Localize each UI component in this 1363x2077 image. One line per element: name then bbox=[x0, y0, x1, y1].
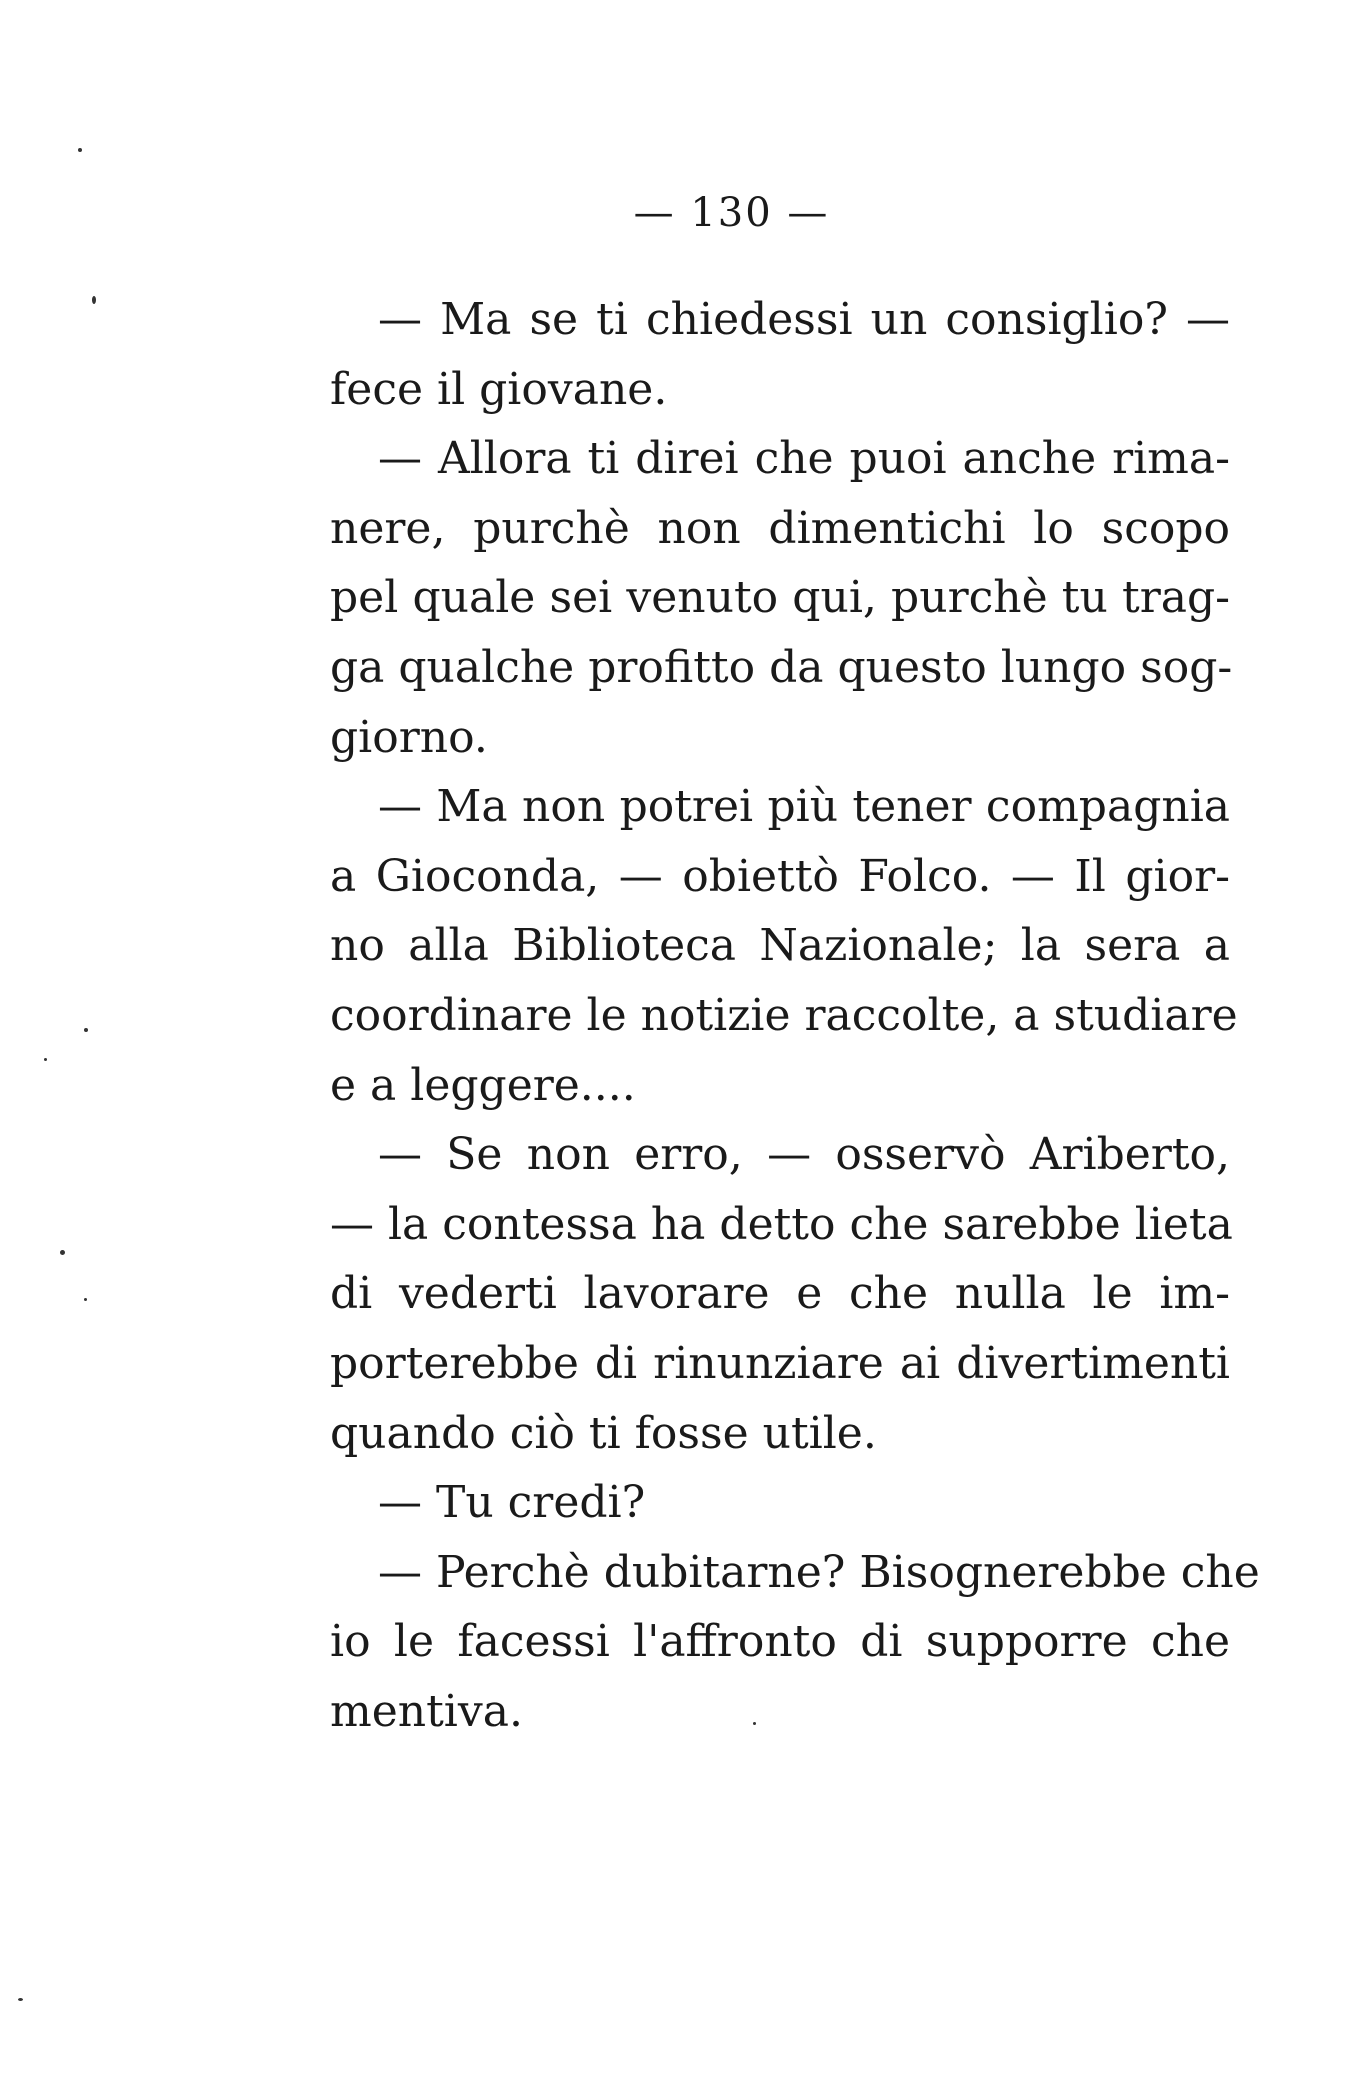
text-line: no alla Biblioteca Nazionale; la sera a bbox=[330, 920, 1230, 972]
text-line: pel quale sei venuto qui, purchè tu trag- bbox=[330, 572, 1230, 624]
text-line: — Se non erro, — osservò Ariberto, bbox=[378, 1129, 1230, 1181]
text-line: — Tu credi? bbox=[378, 1477, 646, 1529]
text-line: nere, purchè non dimentichi lo scopo bbox=[330, 502, 1230, 554]
text-line: a Gioconda, — obiettò Folco. — Il gior- bbox=[330, 850, 1230, 902]
text-line: io le facessi l'affronto di supporre che bbox=[330, 1616, 1230, 1668]
text-line: fece il giovane. bbox=[330, 363, 668, 415]
text-line: coordinare le notizie raccolte, a studiare bbox=[330, 989, 1238, 1041]
text-line: giorno. bbox=[330, 711, 488, 763]
scan-speck bbox=[78, 148, 82, 152]
scan-speck bbox=[84, 1298, 87, 1301]
text-line: — Ma non potrei più tener compagnia bbox=[378, 781, 1230, 833]
text-line: — la contessa ha detto che sarebbe lieta bbox=[330, 1198, 1233, 1250]
text-line: quando ciò ti fosse utile. bbox=[330, 1407, 877, 1459]
scan-speck bbox=[84, 1028, 88, 1032]
text-line: mentiva. bbox=[330, 1685, 523, 1737]
scan-speck bbox=[753, 1722, 756, 1725]
text-line: — Perchè dubitarne? Bisognerebbe che bbox=[378, 1546, 1260, 1598]
text-line: ga qualche profitto da questo lungo sog- bbox=[330, 641, 1233, 693]
text-line: porterebbe di rinunziare ai divertimenti bbox=[330, 1337, 1230, 1389]
scan-speck bbox=[92, 296, 96, 304]
text-line: — Allora ti direi che puoi anche rima- bbox=[378, 433, 1230, 485]
page-text-block bbox=[330, 285, 1260, 1746]
scan-speck bbox=[60, 1250, 65, 1255]
text-line: e a leggere.... bbox=[330, 1059, 636, 1111]
page-number: — 130 — bbox=[633, 190, 830, 236]
scan-speck bbox=[18, 1998, 23, 2001]
text-line: di vederti lavorare e che nulla le im- bbox=[330, 1268, 1230, 1320]
text-line: — Ma se ti chiedessi un consiglio? — bbox=[378, 294, 1230, 345]
scan-speck bbox=[44, 1058, 47, 1061]
